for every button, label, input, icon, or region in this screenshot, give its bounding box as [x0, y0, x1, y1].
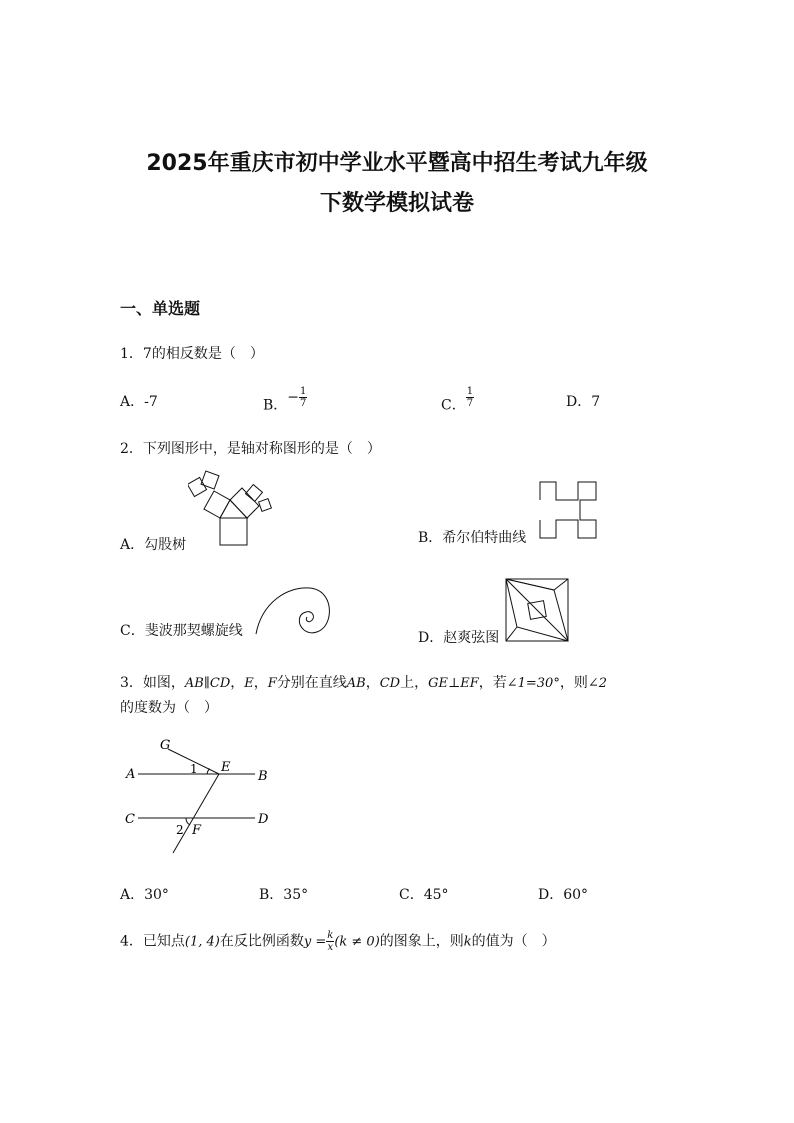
q3-option-c: C．45°	[399, 887, 449, 903]
q1-option-d: D．7	[566, 394, 601, 410]
q1-b-fraction: $\frac{1}{7}$	[300, 386, 307, 409]
label-e: E	[221, 760, 231, 775]
q1-c-fraction: $\frac{1}{7}$	[466, 386, 474, 409]
label-a: A	[126, 767, 136, 782]
parallel-lines-figure	[120, 735, 280, 860]
q2-option-d-label: D．赵爽弦图	[418, 630, 500, 646]
question-1-stem: 1．7的相反数是（ ）	[120, 346, 264, 362]
label-f: F	[192, 823, 202, 838]
exam-title-line2: 下数学模拟试卷	[319, 191, 474, 216]
label-g: G	[160, 738, 171, 753]
q1-option-a: A．-7	[120, 394, 158, 410]
pythagoras-tree-figure	[188, 470, 278, 550]
section-heading-single-choice: 一、单选题	[120, 299, 201, 318]
question-3-stem-line2: 的度数为（ ）	[120, 700, 218, 716]
label-c: C	[125, 812, 135, 827]
q3-option-a: A．30°	[120, 887, 169, 903]
label-angle-1: 1	[190, 762, 198, 776]
q2-option-b-label: B．希尔伯特曲线	[418, 530, 527, 546]
question-4-stem: 4．已知点(1, 4)在反比例函数y = $\frac{k}{x}$ (k ≠ 0)的图象上，则k的值为（ ）	[120, 930, 556, 953]
question-3-stem-line1: 3．如图，AB∥CD，E，F分别在直线AB，CD上，GE⊥EF，若∠1=30°，则∠2	[120, 675, 608, 691]
q2-option-a-label: A．勾股树	[120, 537, 187, 553]
label-b: B	[258, 769, 268, 784]
q2-option-c-label: C．斐波那契螺旋线	[120, 623, 243, 639]
q1-option-c: C． $\frac{1}{7}$	[441, 386, 474, 414]
q3-option-d: D．60°	[538, 887, 589, 903]
q4-fraction: $\frac{k}{x}$	[327, 930, 334, 953]
label-angle-2: 2	[176, 823, 184, 837]
fibonacci-spiral-figure	[252, 582, 334, 640]
label-d: D	[258, 812, 269, 827]
question-2-stem: 2．下列图形中，是轴对称图形的是（ ）	[120, 441, 381, 457]
hilbert-curve-figure	[536, 480, 600, 542]
exam-title-line1: 2025年重庆市初中学业水平暨高中招生考试九年级	[146, 151, 648, 176]
q3-option-b: B．35°	[259, 887, 309, 903]
q1-option-b: B．− $\frac{1}{7}$	[263, 386, 307, 414]
zhao-shuang-diagram-figure	[505, 578, 569, 642]
